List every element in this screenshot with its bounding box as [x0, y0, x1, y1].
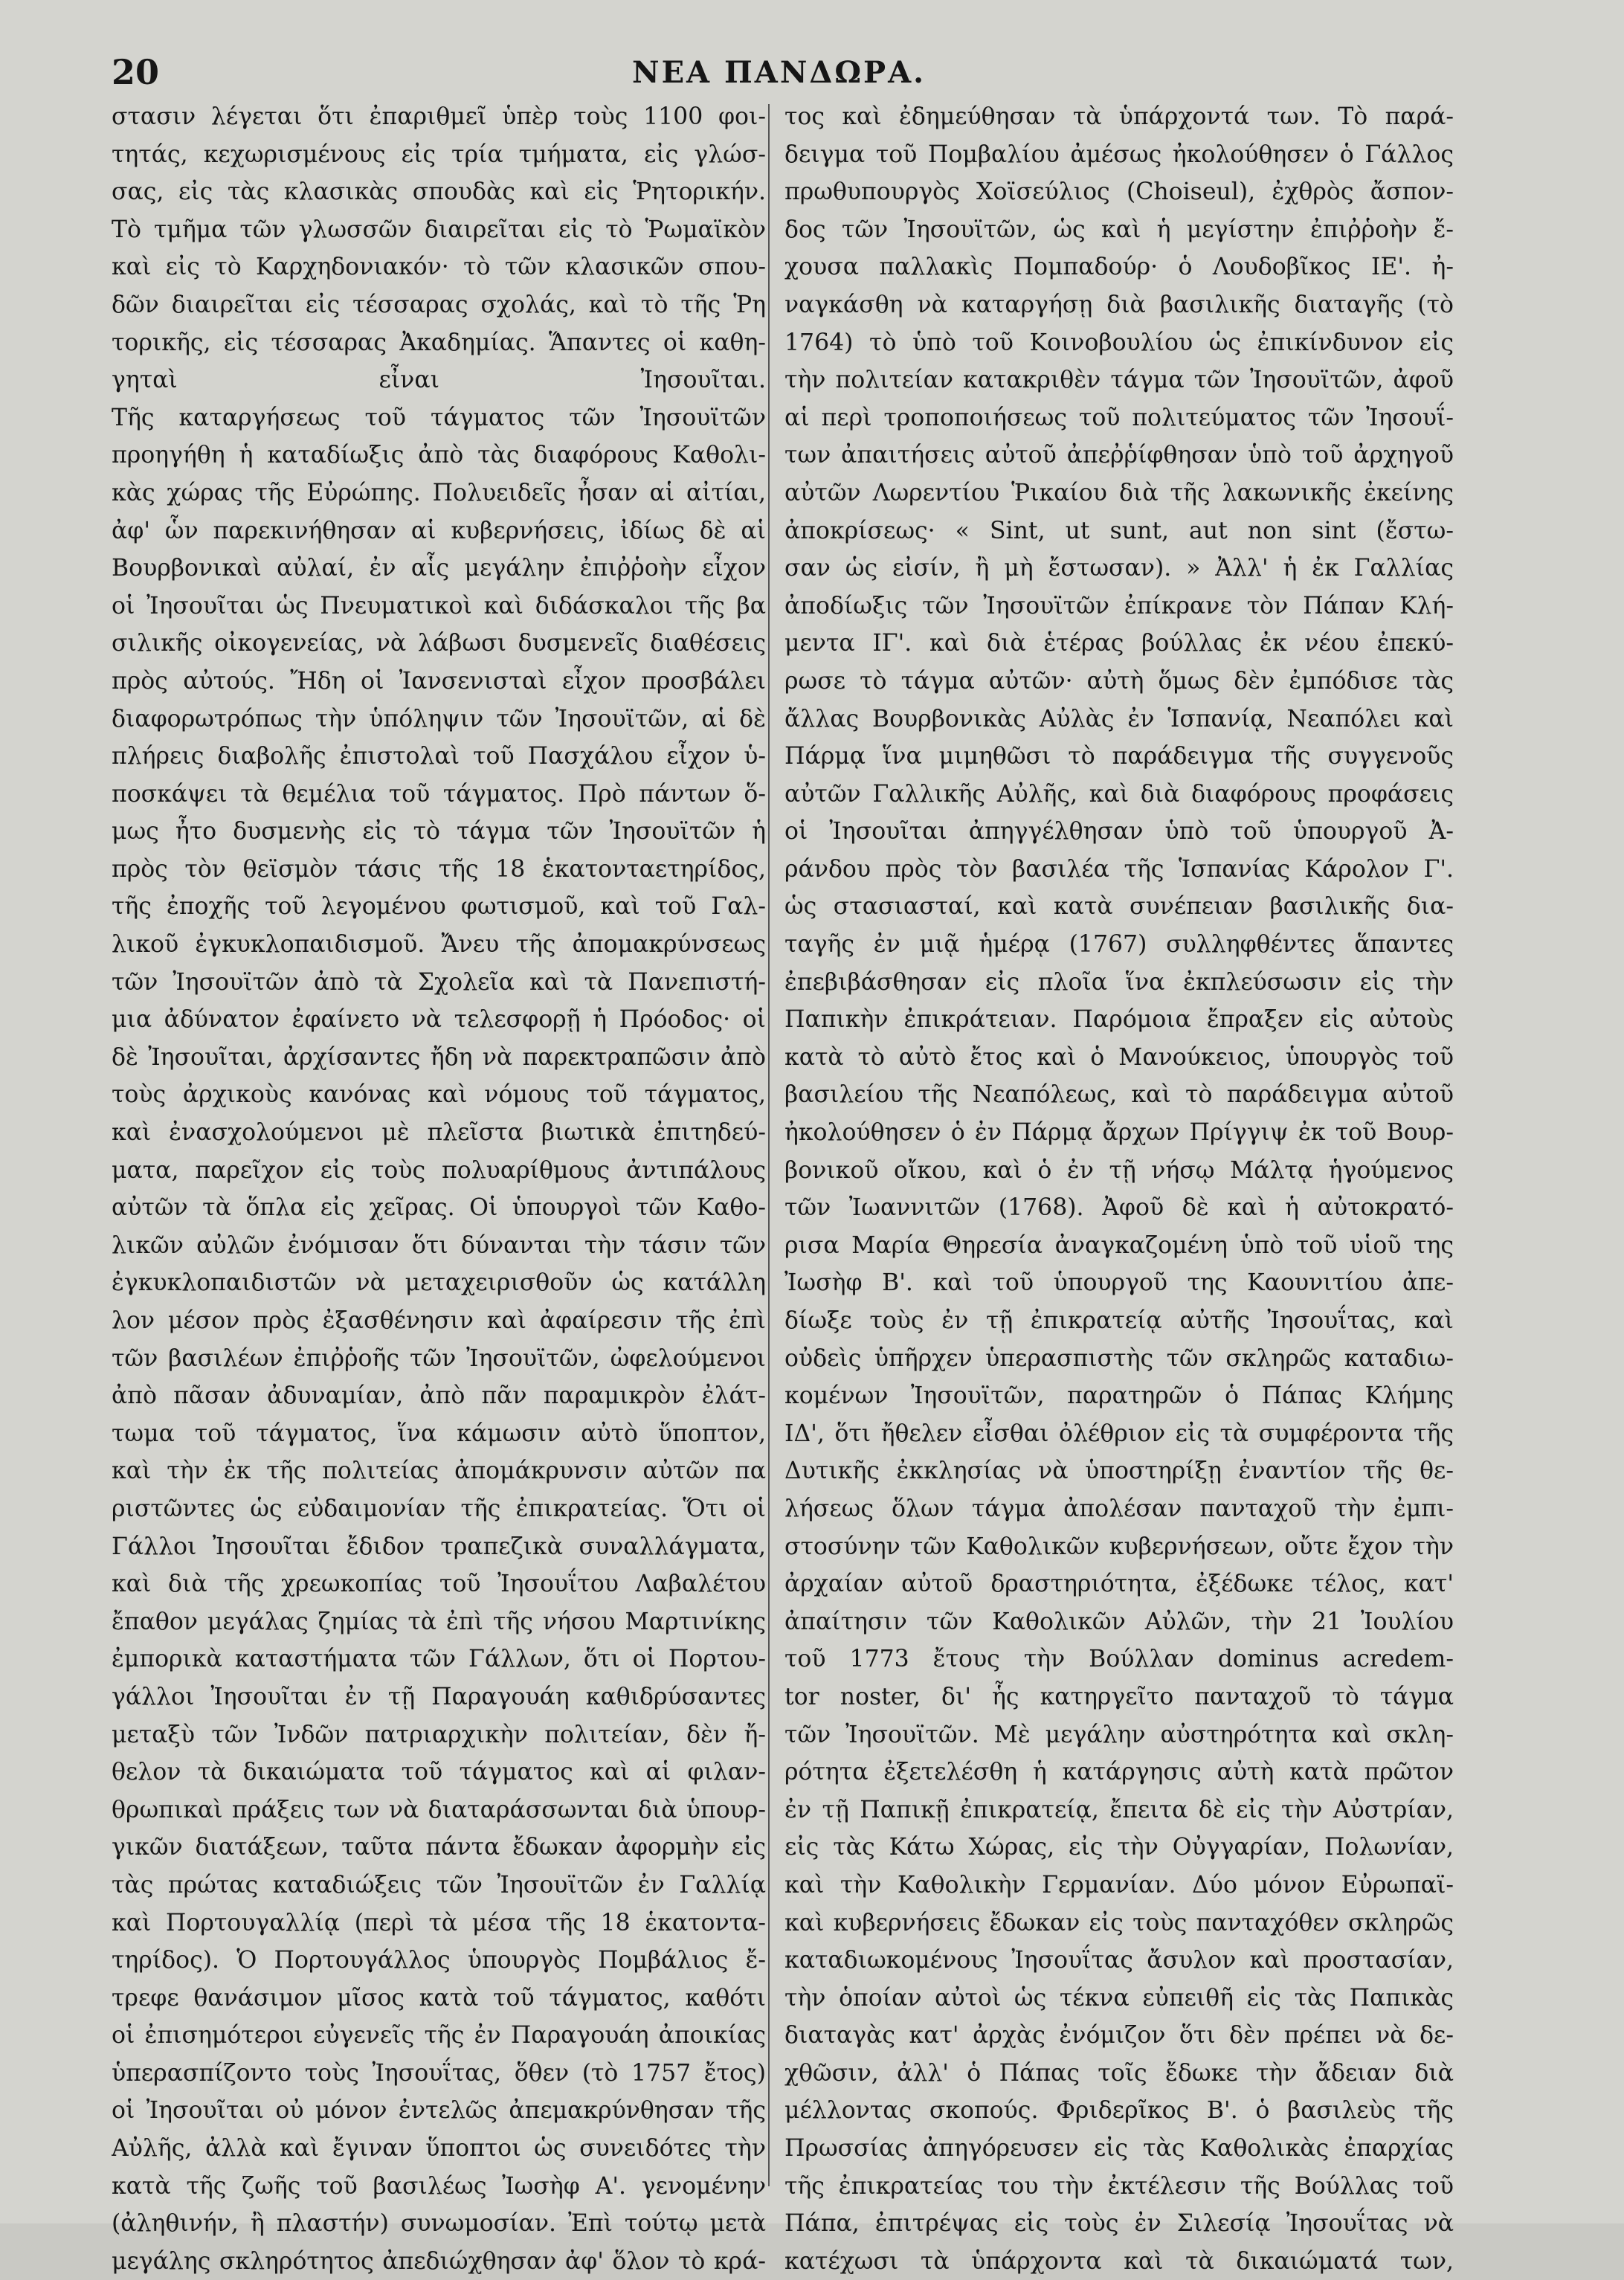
text-line: τὰς πρώτας καταδιώξεις τῶν Ἰησουϊτῶν ἐν Γαλλίᾳ	[112, 1871, 766, 1899]
text-line: μέλλοντας σκοπούς. Φριδερῖκος Β'. ὁ βασιλεὺς τῆς	[784, 2097, 1454, 2125]
text-line: τῶν Ἰωαννιτῶν (1768). Ἀφοῦ δὲ καὶ ἡ αὐτοκρατό-	[784, 1194, 1454, 1222]
text-line: τῶν βασιλέων ἐπιῤῥοῆς τῶν Ἰησουϊτῶν, ὠφελούμενοι	[112, 1345, 766, 1372]
text-line: Πρωσσίας ἀπηγόρευσεν εἰς τὰς Καθολικὰς ἐπαρχίας	[784, 2135, 1454, 2163]
text-line: ρότητα ἐξετελέσθη ἡ κατάργησις αὐτὴ κατὰ πρῶτον	[784, 1759, 1454, 1786]
text-line: προηγήθη ἡ καταδίωξις ἀπὸ τὰς διαφόρους Καθολι-	[112, 442, 766, 469]
text-line: στοσύνην τῶν Καθολικῶν κυβερνήσεων, οὔτε ἔχον τὴν	[784, 1533, 1454, 1560]
text-line: καὶ εἰς τὸ Καρχηδονιακόν· τὸ τῶν κλασικῶν σπου-	[112, 254, 766, 281]
page-number: 20	[112, 52, 160, 92]
text-line: διαταγὰς κατ' ἀρχὰς ἐνόμιζον ὅτι δὲν πρέπει νὰ δε-	[784, 2022, 1454, 2049]
text-line: σας, εἰς τὰς κλασικὰς σπουδὰς καὶ εἰς Ῥητορικήν.	[112, 178, 766, 206]
text-line: τος καὶ ἐδημεύθησαν τὰ ὑπάρχοντά των. Τὸ παρά-	[784, 103, 1454, 130]
text-line: τοὺς ἀρχικοὺς κανόνας καὶ νόμους τοῦ τάγματος,	[112, 1081, 766, 1109]
text-line: θρωπικαὶ πράξεις των νὰ διαταράσσωνται διὰ ὑπουρ-	[112, 1796, 766, 1823]
text-line: Ἰωσὴφ Β'. καὶ τοῦ ὑπουργοῦ της Καουνιτίου ἀπε-	[784, 1269, 1454, 1297]
text-line: ἠκολούθησεν ὁ ἐν Πάρμᾳ ἄρχων Πρίγγιψ ἐκ τοῦ Βουρ-	[784, 1119, 1454, 1147]
text-line: καὶ ἐνασχολούμενοι μὲ πλεῖστα βιωτικὰ ἐπιτηδεύ-	[112, 1119, 766, 1147]
text-line: σιλικῆς οἰκογενείας, νὰ λάβωσι δυσμενεῖς διαθέσεις	[112, 630, 766, 657]
text-line: ὡς στασιασταί, καὶ κατὰ συνέπειαν βασιλικῆς δια-	[784, 893, 1454, 921]
text-line: ἄλλας Βουρβονικὰς Αὐλὰς ἐν Ἱσπανίᾳ, Νεαπόλει καὶ	[784, 705, 1454, 732]
text-line: καὶ Πορτουγαλλίᾳ (περὶ τὰ μέσα τῆς 18 ἑκατοντα-	[112, 1909, 766, 1936]
text-line: μεγάλης σκληρότητος ἀπεδιώχθησαν ἀφ' ὅλον τὸ κρά-	[112, 2247, 766, 2275]
text-line: χθῶσιν, ἀλλ' ὁ Πάπας τοῖς ἔδωκε τὴν ἄδειαν διὰ	[784, 2059, 1454, 2087]
text-line: τὴν ὁποίαν αὐτοὶ ὡς τέκνα εὐπειθῆ εἰς τὰς Παπικὰς	[784, 1984, 1454, 2012]
text-line: tor noster, δι' ἧς κατηργεῖτο πανταχοῦ τὸ τάγμα	[784, 1683, 1454, 1710]
text-line: κὰς χώρας τῆς Εὐρώπης. Πολυειδεῖς ἦσαν αἱ αἰτίαι,	[112, 479, 766, 506]
text-line: δίωξε τοὺς ἐν τῇ ἐπικρατείᾳ αὐτῆς Ἰησουΐτας, καὶ	[784, 1307, 1454, 1334]
text-line: μεντα ΙΓ'. καὶ διὰ ἑτέρας βούλλας ἐκ νέου ἐπεκύ-	[784, 630, 1454, 657]
left-column	[112, 98, 766, 2280]
text-line: μεταξὺ τῶν Ἰνδῶν πατριαρχικὴν πολιτείαν, δὲν ἤ-	[112, 1721, 766, 1748]
text-line: σαν ὡς εἰσίν, ἢ μὴ ἔστωσαν). » Ἀλλ' ἡ ἐκ Γαλλίας	[784, 555, 1454, 582]
text-line: λήσεως ὅλων τάγμα ἀπολέσαν πανταχοῦ τὴν ἐμπι-	[784, 1495, 1454, 1522]
text-line: βονικοῦ οἴκου, καὶ ὁ ἐν τῇ νήσῳ Μάλτᾳ ἡγούμενος	[784, 1156, 1454, 1184]
text-line: τρεφε θανάσιμον μῖσος κατὰ τοῦ τάγματος, καθότι	[112, 1984, 766, 2012]
text-line: ματα, παρεῖχον εἰς τοὺς πολυαρίθμους ἀντιπάλους	[112, 1156, 766, 1184]
text-line: δὲ Ἰησουῖται, ἀρχίσαντες ἤδη νὰ παρεκτραπῶσιν ἀπὸ	[112, 1043, 766, 1071]
text-line: καὶ κυβερνήσεις ἔδωκαν εἰς τοὺς πανταχόθεν σκληρῶς	[784, 1909, 1454, 1936]
text-line: τῆς ἐπικρατείας του τὴν ἐκτέλεσιν τῆς Βούλλας τοῦ	[784, 2172, 1454, 2200]
text-line: καὶ διὰ τῆς χρεωκοπίας τοῦ Ἰησουΐτου Λαβαλέτου	[112, 1571, 766, 1598]
text-line: οἱ Ἰησουῖται ἀπηγγέλθησαν ὑπὸ τοῦ ὑπουργοῦ Ἀ-	[784, 818, 1454, 846]
text-line: Τῆς καταργήσεως τοῦ τάγματος τῶν Ἰησουϊτῶν	[112, 404, 766, 431]
text-line: οἱ Ἰησουῖται οὐ μόνον ἐντελῶς ἀπεμακρύνθησαν τῆς	[112, 2097, 766, 2125]
text-line: χουσα παλλακὶς Πομπαδούρ· ὁ Λουδοβῖκος ΙΕ'. ἠ-	[784, 254, 1454, 281]
text-line: 1764) τὸ ὑπὸ τοῦ Κοινοβουλίου ὡς ἐπικίνδυνον εἰς	[784, 329, 1454, 356]
text-line: ἀπαίτησιν τῶν Καθολικῶν Αὐλῶν, τὴν 21 Ἰουλίου	[784, 1608, 1454, 1635]
text-line: Δυτικῆς ἐκκλησίας νὰ ὑποστηρίξῃ ἐναντίον τῆς θε-	[784, 1458, 1454, 1485]
text-line: εἰς τὰς Κάτω Χώρας, εἰς τὴν Οὐγγαρίαν, Πολωνίαν,	[784, 1834, 1454, 1861]
text-line: θελον τὰ δικαιώματα τοῦ τάγματος καὶ αἱ φιλαν-	[112, 1759, 766, 1786]
text-line: πρὸς αὐτούς. Ἤδη οἱ Ἰανσενισταὶ εἶχον προσβάλει	[112, 667, 766, 695]
text-line: τῶν Ἰησουϊτῶν. Μὲ μεγάλην αὐστηρότητα καὶ σκλη-	[784, 1721, 1454, 1748]
text-line: κατὰ τὸ αὐτὸ ἔτος καὶ ὁ Μανούκειος, ὑπουργὸς τοῦ	[784, 1043, 1454, 1071]
text-line: δῶν διαιρεῖται εἰς τέσσαρας σχολάς, καὶ τὸ τῆς Ῥη	[112, 291, 766, 318]
text-line: διαφορωτρόπως τὴν ὑπόληψιν τῶν Ἰησουϊτῶν, αἱ δὲ	[112, 705, 766, 732]
text-line: ρωσε τὸ τάγμα αὐτῶν· αὐτὴ ὅμως δὲν ἐμπόδισε τὰς	[784, 667, 1454, 695]
text-line: τοῦ 1773 ἔτους τὴν Βούλλαν dominus acredem-	[784, 1646, 1454, 1673]
text-line: λον μέσον πρὸς ἐξασθένησιν καὶ ἀφαίρεσιν τῆς ἐπὶ	[112, 1307, 766, 1334]
text-line: καὶ τὴν Καθολικὴν Γερμανίαν. Δύο μόνον Εὐρωπαϊ-	[784, 1871, 1454, 1899]
text-line: γικῶν διατάξεων, ταῦτα πάντα ἔδωκαν ἀφορμὴν εἰς	[112, 1834, 766, 1861]
text-line: βασιλείου τῆς Νεαπόλεως, καὶ τὸ παράδειγμα αὐτοῦ	[784, 1081, 1454, 1109]
text-line: γάλλοι Ἰησουῖται ἐν τῇ Παραγουάη καθιδρύσαντες	[112, 1683, 766, 1710]
text-line: ναγκάσθη νὰ καταργήσῃ διὰ βασιλικῆς διαταγῆς (τὸ	[784, 291, 1454, 318]
text-line: Παπικὴν ἐπικράτειαν. Παρόμοια ἔπραξεν εἰς αὐτοὺς	[784, 1006, 1454, 1034]
text-line: στασιν λέγεται ὅτι ἐπαριθμεῖ ὑπὲρ τοὺς 1100 φοι-	[112, 103, 766, 130]
text-line: κατὰ τῆς ζωῆς τοῦ βασιλέως Ἰωσὴφ Α'. γενομένην	[112, 2172, 766, 2200]
text-line: ἐμπορικὰ καταστήματα τῶν Γάλλων, ὅτι οἱ Πορτου-	[112, 1646, 766, 1673]
text-line: μως ἦτο δυσμενὴς εἰς τὸ τάγμα τῶν Ἰησουϊτῶν ἡ	[112, 818, 766, 846]
text-line: πλήρεις διαβολῆς ἐπιστολαὶ τοῦ Πασχάλου εἶχον ὑ-	[112, 743, 766, 770]
right-column	[784, 98, 1454, 2280]
text-line: λικοῦ ἐγκυκλοπαιδισμοῦ. Ἄνευ τῆς ἀπομακρύνσεως	[112, 931, 766, 959]
text-line: αὐτῶν Γαλλικῆς Αὐλῆς, καὶ διὰ διαφόρους προφάσεις	[784, 780, 1454, 808]
text-line: γηταὶ εἶναι Ἰησουῖται.	[112, 367, 766, 394]
text-line: Πάρμᾳ ἵνα μιμηθῶσι τὸ παράδειγμα τῆς συγγενοῦς	[784, 743, 1454, 770]
text-line: Τὸ τμῆμα τῶν γλωσσῶν διαιρεῖται εἰς τὸ Ῥωμαϊκὸν	[112, 216, 766, 243]
text-line: ρισα Μαρία Θηρεσία ἀναγκαζομένη ὑπὸ τοῦ υἱοῦ της	[784, 1231, 1454, 1259]
text-line: ἀποκρίσεως· « Sint, ut sunt, aut non sint (ἔστω-	[784, 517, 1454, 544]
text-line: δειγμα τοῦ Πομβαλίου ἀμέσως ἠκολούθησεν ὁ Γάλλος	[784, 141, 1454, 168]
text-line: μια ἀδύνατον ἐφαίνετο νὰ τελεσφορῇ ἡ Πρόοδος· οἱ	[112, 1006, 766, 1034]
text-line: Γάλλοι Ἰησουῖται ἔδιδον τραπεζικὰ συναλλάγματα,	[112, 1533, 766, 1560]
text-line: ἀπὸ πᾶσαν ἀδυναμίαν, ἀπὸ πᾶν παραμικρὸν ἐλάτ-	[112, 1382, 766, 1410]
text-line: ΙΔ', ὅτι ἤθελεν εἶσθαι ὀλέθριον εἰς τὰ συμφέροντα τῆς	[784, 1420, 1454, 1447]
text-line: ἀρχαίαν αὐτοῦ δραστηριότητα, ἐξέδωκε τέλος, κατ'	[784, 1571, 1454, 1598]
text-line: οἱ Ἰησουῖται ὡς Πνευματικοὶ καὶ διδάσκαλοι τῆς βα	[112, 592, 766, 619]
text-line: ἐπεβιβάσθησαν εἰς πλοῖα ἵνα ἐκπλεύσωσιν εἰς τὴν	[784, 968, 1454, 996]
text-line: Πάπα, ἐπιτρέψας εἰς τοὺς ἐν Σιλεσίᾳ Ἰησουΐτας νὰ	[784, 2210, 1454, 2238]
text-line: ὑπερασπίζοντο τοὺς Ἰησουΐτας, ὅθεν (τὸ 1757 ἔτος)	[112, 2059, 766, 2087]
text-line: Αὐλῆς, ἀλλὰ καὶ ἔγιναν ὕποπτοι ὡς συνειδότες τὴν	[112, 2135, 766, 2163]
text-line: ράνδου πρὸς τὸν βασιλέα τῆς Ἱσπανίας Κάρολον Γ'.	[784, 855, 1454, 883]
column-divider	[768, 104, 770, 2186]
text-line: τὴν πολιτείαν κατακριθὲν τάγμα τῶν Ἰησουϊτῶν, ἀφοῦ	[784, 367, 1454, 394]
text-line: πρὸς τὸν θεϊσμὸν τάσις τῆς 18 ἑκατονταετηρίδος,	[112, 855, 766, 883]
text-line: λικῶν αὐλῶν ἐνόμισαν ὅτι δύνανται τὴν τάσιν τῶν	[112, 1231, 766, 1259]
text-line: οὐδεὶς ὑπῆρχεν ὑπερασπιστὴς τῶν σκληρῶς καταδιω-	[784, 1345, 1454, 1372]
text-line: κατέχωσι τὰ ὑπάρχοντα καὶ τὰ δικαιώματά των,	[784, 2247, 1454, 2275]
text-line: ταγῆς ἐν μιᾷ ἡμέρᾳ (1767) συλληφθέντες ἅπαντες	[784, 931, 1454, 959]
text-line: τῆς ἐποχῆς τοῦ λεγομένου φωτισμοῦ, καὶ τοῦ Γαλ-	[112, 893, 766, 921]
text-line: ριστῶντες ὡς εὐδαιμονίαν τῆς ἐπικρατείας. Ὅτι οἱ	[112, 1495, 766, 1522]
text-line: αὐτῶν Λωρεντίου Ῥικαίου διὰ τῆς λακωνικῆς ἐκείνης	[784, 479, 1454, 506]
text-line: ἔπαθον μεγάλας ζημίας τὰ ἐπὶ τῆς νήσου Μαρτινίκης	[112, 1608, 766, 1635]
text-line: ἀποδίωξις τῶν Ἰησουϊτῶν ἐπίκρανε τὸν Πάπαν Κλή-	[784, 592, 1454, 619]
text-line: κομένων Ἰησουϊτῶν, παρατηρῶν ὁ Πάπας Κλήμης	[784, 1382, 1454, 1410]
text-line: τῶν Ἰησουϊτῶν ἀπὸ τὰ Σχολεῖα καὶ τὰ Πανεπιστή-	[112, 968, 766, 996]
text-line: (ἀληθινήν, ἢ πλαστήν) συνωμοσίαν. Ἐπὶ τούτῳ μετὰ	[112, 2210, 766, 2238]
text-line: τορικῆς, εἰς τέσσαρας Ἀκαδημίας. Ἅπαντες οἱ καθη-	[112, 329, 766, 356]
text-line: τητάς, κεχωρισμένους εἰς τρία τμήματα, εἰς γλώσ-	[112, 141, 766, 168]
text-line: οἱ ἐπισημότεροι εὐγενεῖς τῆς ἐν Παραγουάη ἀποικίας	[112, 2022, 766, 2049]
text-line: τηρίδος). Ὁ Πορτουγάλλος ὑπουργὸς Πομβάλιος ἔ-	[112, 1947, 766, 1974]
text-line: αὐτῶν τὰ ὅπλα εἰς χεῖρας. Οἱ ὑπουργοὶ τῶν Καθο-	[112, 1194, 766, 1222]
text-line: πρωθυπουργὸς Χοϊσεύλιος (Choiseul), ἐχθρὸς ἄσπον-	[784, 178, 1454, 206]
text-line: καταδιωκομένους Ἰησουΐτας ἄσυλον καὶ προστασίαν,	[784, 1947, 1454, 1974]
page-header	[112, 52, 1579, 97]
text-line: των ἀπαιτήσεις αὐτοῦ ἀπεῤῥίφθησαν ὑπὸ τοῦ ἀρχηγοῦ	[784, 442, 1454, 469]
text-line: Βουρβονικαὶ αὐλαί, ἐν αἷς μεγάλην ἐπιῤῥοὴν εἶχον	[112, 555, 766, 582]
text-line: ἀφ' ὧν παρεκινήθησαν αἱ κυβερνήσεις, ἰδίως δὲ αἱ	[112, 517, 766, 544]
text-line: τωμα τοῦ τάγματος, ἵνα κάμωσιν αὐτὸ ὕποπτον,	[112, 1420, 766, 1447]
text-line: καὶ τὴν ἐκ τῆς πολιτείας ἀπομάκρυνσιν αὐτῶν πα	[112, 1458, 766, 1485]
text-line: αἱ περὶ τροποποιήσεως τοῦ πολιτεύματος τῶν Ἰησουΐ-	[784, 404, 1454, 431]
running-title: ΝΕΑ ΠΑΝΔΩΡΑ.	[632, 55, 927, 90]
text-line: ἐγκυκλοπαιδιστῶν νὰ μεταχειρισθοῦν ὡς κατάλλη	[112, 1269, 766, 1297]
text-line: δος τῶν Ἰησουϊτῶν, ὡς καὶ ἡ μεγίστην ἐπιῤῥοὴν ἔ-	[784, 216, 1454, 243]
text-line: ἐν τῇ Παπικῇ ἐπικρατείᾳ, ἔπειτα δὲ εἰς τὴν Αὐστρίαν,	[784, 1796, 1454, 1823]
text-line: ποσκάψει τὰ θεμέλια τοῦ τάγματος. Πρὸ πάντων ὅ-	[112, 780, 766, 808]
